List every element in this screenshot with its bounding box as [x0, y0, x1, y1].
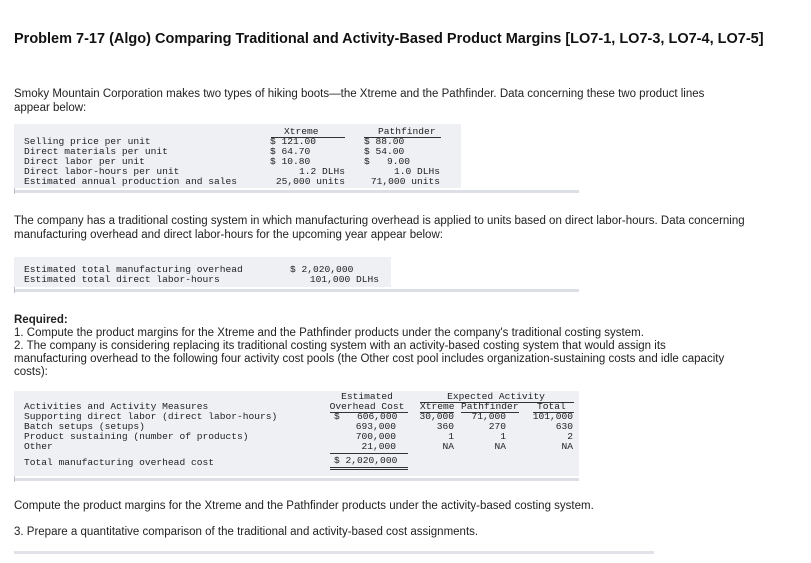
abc-paragraph: Compute the product margins for the Xtreme and the Pathfinder products under the activity-based costing system.: [14, 500, 594, 512]
cost-value: $ 606,000: [334, 411, 398, 422]
cost-value: 693,000: [355, 421, 396, 432]
activity-label: Other: [24, 441, 53, 452]
requirement-3: 3. Prepare a quantitative comparison of the traditional and activity-based cost assignments.: [14, 526, 479, 538]
xtreme-activity: 30,000: [419, 411, 454, 422]
xtreme-value: $ 10.80: [270, 156, 311, 167]
total-cost-value: $ 2,020,000: [334, 455, 398, 466]
required-heading: Required:: [14, 314, 68, 326]
total-activity: 101,000: [532, 411, 573, 422]
overhead-label: Estimated total manufacturing overhead: [24, 264, 243, 275]
header-measures: Activities and Activity Measures: [24, 401, 209, 412]
cost-double-rule-1: [330, 467, 408, 468]
header-estimated: Estimated: [341, 391, 393, 402]
pathfinder-activity: 71,000: [471, 411, 506, 422]
xtreme-value: $ 64.70: [270, 146, 311, 157]
total-activity: 2: [567, 431, 573, 442]
activity-label: Product sustaining (number of products): [24, 431, 249, 442]
bottom-divider: [14, 551, 654, 554]
total-activity: NA: [561, 441, 573, 452]
cost-value: 21,000: [361, 441, 396, 452]
total-label: Total manufacturing overhead cost: [24, 457, 214, 468]
problem-title: Problem 7-17 (Algo) Comparing Traditional and Activity-Based Product Margins [LO7-1, LO7-3, LO7-4, LO7-5]: [14, 31, 764, 47]
col-pathfinder: Pathfinder: [378, 126, 436, 137]
activity-label: Batch setups (setups): [24, 421, 145, 432]
requirement-2: 2. The company is considering replacing its traditional costing system with an activity-based costing system that would assign its manufacturing overhead to the following four activity cost pools (the Other cost pool includes organization-sustaining costs and idle capacity costs):: [14, 340, 725, 378]
xtreme-value: 25,000 units: [275, 176, 345, 187]
xtreme-activity: NA: [442, 441, 454, 452]
cost-sum-rule: [330, 453, 408, 454]
pathfinder-activity: NA: [494, 441, 506, 452]
header-pathfinder: Pathfinder: [461, 401, 519, 412]
header-xtreme: Xtreme: [420, 401, 455, 412]
dlh-label: Estimated total direct labor-hours: [24, 274, 220, 285]
dlh-value: 101,000 DLHs: [309, 274, 379, 285]
xtreme-activity: 1: [448, 431, 454, 442]
intro-paragraph: Smoky Mountain Corporation makes two types of hiking boots—the Xtreme and the Pathfinder. Data concerning these two product lines appear below:: [14, 88, 705, 114]
overhead-table-scrollbar[interactable]: [14, 289, 579, 292]
scrollbar-handle[interactable]: [14, 188, 15, 194]
row-label: Direct labor per unit: [24, 156, 145, 167]
row-label: Direct labor-hours per unit: [24, 166, 180, 177]
product-table-scrollbar[interactable]: [14, 190, 579, 193]
pathfinder-activity: 1: [500, 431, 506, 442]
cost-value: 700,000: [355, 431, 396, 442]
header-expected-activity: Expected Activity: [447, 391, 545, 402]
cost-double-rule-2: [330, 469, 408, 470]
scrollbar-handle[interactable]: [14, 287, 15, 293]
activity-label: Supporting direct labor (direct labor-hours): [24, 411, 278, 422]
overhead-value: $ 2,020,000: [290, 264, 354, 275]
row-label: Estimated annual production and sales: [24, 176, 238, 187]
xtreme-value: $ 121.00: [270, 136, 317, 147]
scrollbar-handle[interactable]: [14, 476, 15, 482]
requirement-1: 1. Compute the product margins for the Xtreme and the Pathfinder products under the company's traditional costing system.: [14, 327, 644, 339]
header-overhead-cost: Overhead Cost: [329, 401, 405, 412]
row-label: Selling price per unit: [24, 136, 151, 147]
col-xtreme: Xtreme: [284, 126, 319, 137]
total-activity: 630: [555, 421, 573, 432]
xtreme-activity: 360: [436, 421, 454, 432]
pathfinder-value: 71,000 units: [370, 176, 440, 187]
pathfinder-value: $ 9.00: [364, 156, 411, 167]
pathfinder-value: $ 54.00: [364, 146, 405, 157]
activity-table-scrollbar[interactable]: [14, 478, 579, 481]
pathfinder-value: $ 88.00: [364, 136, 405, 147]
xtreme-value: 1.2 DLHs: [298, 166, 345, 177]
pathfinder-activity: 270: [488, 421, 506, 432]
row-label: Direct materials per unit: [24, 146, 168, 157]
pathfinder-value: 1.0 DLHs: [393, 166, 440, 177]
traditional-costing-paragraph: The company has a traditional costing system in which manufacturing overhead is applied to units based on direct labor-hours. Data concerning manufacturing overhead and direct labor-hours for the upcoming year appear below:: [14, 215, 745, 241]
header-total: Total: [537, 401, 566, 412]
